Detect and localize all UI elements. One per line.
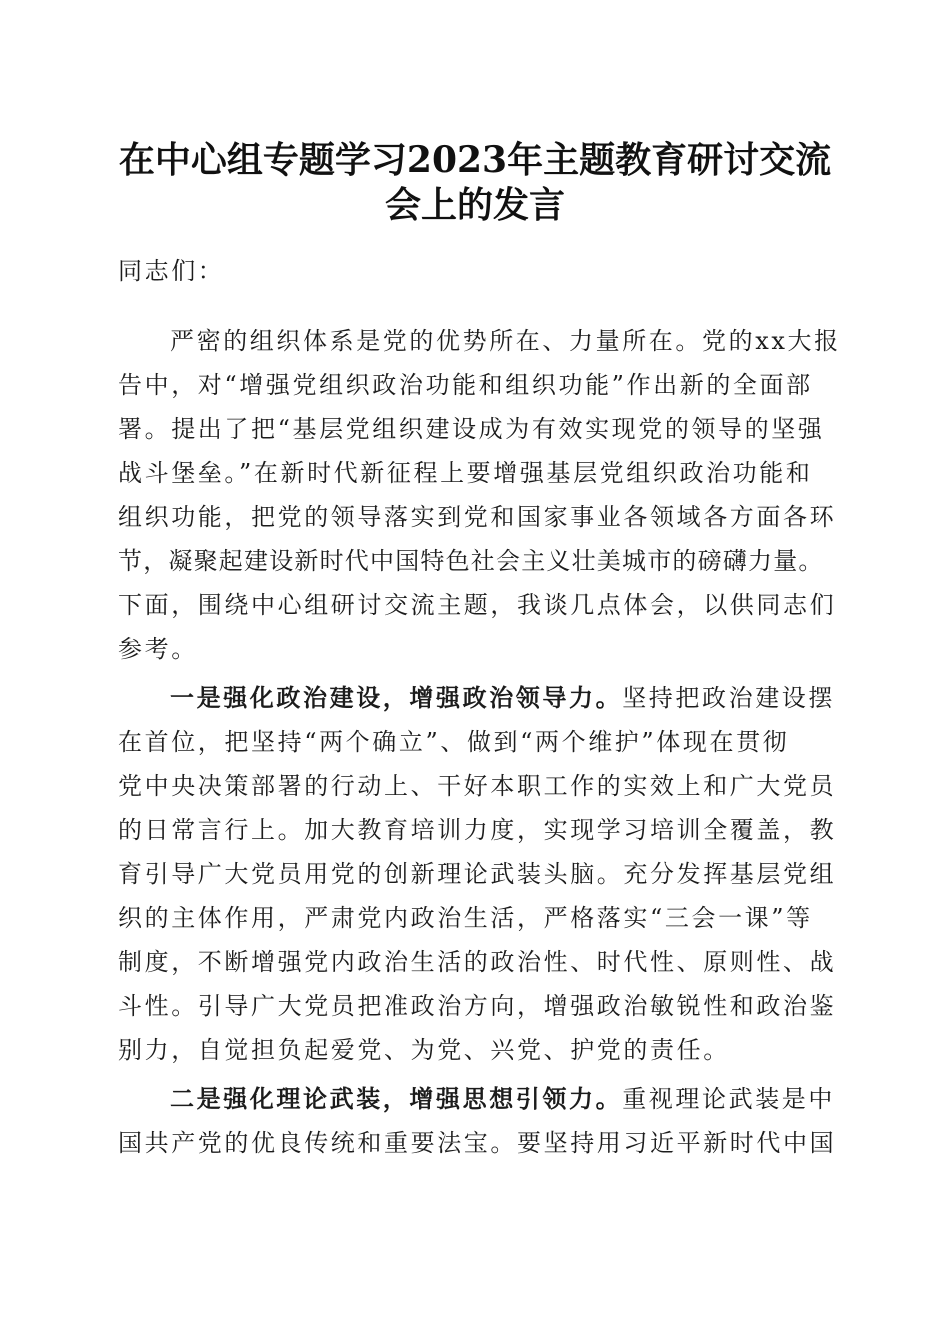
salutation: 同志们： [118,257,225,285]
paragraph-line: 战斗堡垒。”在新时代新征程上要增强基层党组织政治功能和 [118,459,813,487]
paragraph-line: 织的主体作用，严肃党内政治生活，严格落实“三会一课”等 [118,904,813,932]
document-title-line-1: 在中心组专题学习2023年主题教育研讨交流 [118,139,832,181]
paragraph-line: 制度，不断增强党内政治生活的政治性、时代性、原则性、战 [118,948,837,976]
paragraph-line: 下面，围绕中心组研讨交流主题，我谈几点体会，以供同志们 [118,591,837,619]
paragraph-line: 的日常言行上。加大教育培训力度，实现学习培训全覆盖，教 [118,816,837,844]
paragraph-line: 告中，对“增强党组织政治功能和组织功能”作出新的全面部 [118,371,813,399]
paragraph-line [170,683,835,713]
paragraph-text: 坚持把政治建设摆 [622,684,836,712]
paragraph-line: 节，凝聚起建设新时代中国特色社会主义壮美城市的磅礴力量。 [118,547,824,575]
paragraph-line: 组织功能，把党的领导落实到党和国家事业各领域各方面各环 [118,503,837,531]
paragraph-line: 育引导广大党员用党的创新理论武装头脑。充分发挥基层党组 [118,860,837,888]
paragraph-line: 国共产党的优良传统和重要法宝。要坚持用习近平新时代中国 [118,1129,837,1157]
paragraph-line: 别力，自觉担负起爱党、为党、兴党、护党的责任。 [118,1036,730,1064]
paragraph-line: 署。提出了把“基层党组织建设成为有效实现党的领导的坚强 [118,415,825,443]
paragraph-line: 严密的组织体系是党的优势所在、力量所在。党的xx大报 [170,327,841,355]
section-heading: 一是强化政治建设，增强政治领导力。 [170,683,623,712]
paragraph-text: 重视理论武装是中 [622,1085,836,1113]
paragraph-line: 党中央决策部署的行动上、干好本职工作的实效上和广大党员 [118,772,837,800]
paragraph-line: 参考。 [118,635,198,663]
section-heading: 二是强化理论武装，增强思想引领力。 [170,1084,623,1113]
paragraph-line: 在首位，把坚持“两个确立”、做到“两个维护”体现在贯彻 [118,728,790,756]
document-title-line-2: 会上的发言 [384,184,565,226]
paragraph-line: 斗性。引导广大党员把准政治方向，增强政治敏锐性和政治鉴 [118,992,837,1020]
paragraph-line [170,1084,835,1114]
